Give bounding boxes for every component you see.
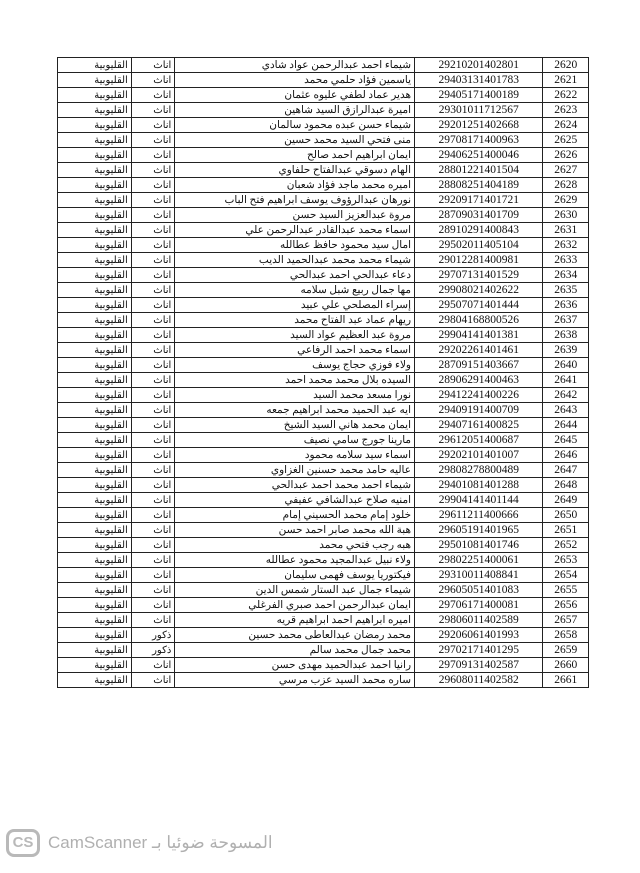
name-cell: شيماء حسن عبده محمود سالمان (175, 118, 415, 133)
national-id-cell: 29209171401721 (415, 193, 543, 208)
national-id-cell: 29401081401288 (415, 478, 543, 493)
table-row (58, 613, 589, 628)
serial-number-cell: 2624 (543, 118, 589, 133)
table-row (58, 133, 589, 148)
national-id-cell: 29210201402801 (415, 58, 543, 73)
name-cell: ياسمين فؤاد حلمي محمد (175, 73, 415, 88)
national-id-cell: 29706171400081 (415, 598, 543, 613)
serial-number-cell: 2658 (543, 628, 589, 643)
gender-cell: اناث (131, 163, 174, 178)
table-row (58, 388, 589, 403)
table-row (58, 253, 589, 268)
serial-number-cell: 2661 (543, 673, 589, 688)
table-row (58, 568, 589, 583)
gender-cell: اناث (131, 283, 174, 298)
national-id-cell: 29406251400046 (415, 148, 543, 163)
governorate-cell: القليوبية (58, 658, 132, 673)
table-row (58, 163, 589, 178)
governorate-cell: القليوبية (58, 58, 132, 73)
gender-cell: ذكور (131, 628, 174, 643)
serial-number-cell: 2641 (543, 373, 589, 388)
governorate-cell: القليوبية (58, 628, 132, 643)
gender-cell: اناث (131, 268, 174, 283)
name-cell: اميرة عبدالرازق السيد شاهين (175, 103, 415, 118)
gender-cell: اناث (131, 538, 174, 553)
camscanner-watermark (0, 825, 330, 865)
table-row (58, 193, 589, 208)
table-row (58, 598, 589, 613)
governorate-cell: القليوبية (58, 133, 132, 148)
gender-cell: اناث (131, 343, 174, 358)
serial-number-cell: 2640 (543, 358, 589, 373)
national-id-cell: 28808251404189 (415, 178, 543, 193)
table-row (58, 553, 589, 568)
national-id-cell: 29707131401529 (415, 268, 543, 283)
name-cell: رانيا احمد عبدالحميد مهدى حسن (175, 658, 415, 673)
gender-cell: اناث (131, 358, 174, 373)
table-row (58, 433, 589, 448)
gender-cell: اناث (131, 508, 174, 523)
serial-number-cell: 2660 (543, 658, 589, 673)
serial-number-cell: 2631 (543, 223, 589, 238)
table-row (58, 343, 589, 358)
table-row (58, 103, 589, 118)
table-row (58, 493, 589, 508)
serial-number-cell: 2649 (543, 493, 589, 508)
national-id-cell: 28709031401709 (415, 208, 543, 223)
gender-cell: اناث (131, 463, 174, 478)
serial-number-cell: 2630 (543, 208, 589, 223)
gender-cell: اناث (131, 253, 174, 268)
national-id-cell: 29904141401144 (415, 493, 543, 508)
name-cell: اسماء سيد سلامه محمود (175, 448, 415, 463)
table-row (58, 373, 589, 388)
gender-cell: اناث (131, 433, 174, 448)
governorate-cell: القليوبية (58, 163, 132, 178)
serial-number-cell: 2643 (543, 403, 589, 418)
gender-cell: اناث (131, 193, 174, 208)
governorate-cell: القليوبية (58, 388, 132, 403)
national-id-cell: 29507071401444 (415, 298, 543, 313)
serial-number-cell: 2632 (543, 238, 589, 253)
gender-cell: اناث (131, 328, 174, 343)
governorate-cell: القليوبية (58, 298, 132, 313)
table-row (58, 178, 589, 193)
table-row (58, 358, 589, 373)
gender-cell: اناث (131, 418, 174, 433)
name-cell: شيماء احمد محمد احمد عبدالحي (175, 478, 415, 493)
name-cell: هبة الله محمد صابر احمد حسن (175, 523, 415, 538)
serial-number-cell: 2652 (543, 538, 589, 553)
table-row (58, 148, 589, 163)
serial-number-cell: 2623 (543, 103, 589, 118)
gender-cell: اناث (131, 478, 174, 493)
table-row (58, 283, 589, 298)
governorate-cell: القليوبية (58, 403, 132, 418)
serial-number-cell: 2621 (543, 73, 589, 88)
name-cell: ايمان عبدالرحمن احمد صبري الفرغلي (175, 598, 415, 613)
national-id-cell: 29611211400666 (415, 508, 543, 523)
gender-cell: اناث (131, 88, 174, 103)
name-cell: ساره محمد السيد عزب مرسي (175, 673, 415, 688)
national-id-cell: 29412241400226 (415, 388, 543, 403)
name-cell: منى فتحي السيد محمد حسين (175, 133, 415, 148)
gender-cell: ذكور (131, 643, 174, 658)
gender-cell: اناث (131, 673, 174, 688)
name-cell: نورهان عبدالرؤوف يوسف ابراهيم فتح الباب (175, 193, 415, 208)
gender-cell: اناث (131, 553, 174, 568)
table-row (58, 403, 589, 418)
governorate-cell: القليوبية (58, 418, 132, 433)
serial-number-cell: 2659 (543, 643, 589, 658)
governorate-cell: القليوبية (58, 103, 132, 118)
gender-cell: اناث (131, 448, 174, 463)
governorate-cell: القليوبية (58, 193, 132, 208)
national-id-cell: 29708171400963 (415, 133, 543, 148)
table-row (58, 313, 589, 328)
name-cell: مارينا جورج سامي نصيف (175, 433, 415, 448)
table-row (58, 658, 589, 673)
governorate-cell: القليوبية (58, 178, 132, 193)
gender-cell: اناث (131, 658, 174, 673)
records-table-body (58, 58, 589, 688)
governorate-cell: القليوبية (58, 433, 132, 448)
table-row (58, 538, 589, 553)
table-row (58, 418, 589, 433)
national-id-cell: 29202261401461 (415, 343, 543, 358)
governorate-cell: القليوبية (58, 373, 132, 388)
gender-cell: اناث (131, 583, 174, 598)
gender-cell: اناث (131, 373, 174, 388)
national-id-cell: 29908021402622 (415, 283, 543, 298)
table-row (58, 268, 589, 283)
governorate-cell: القليوبية (58, 568, 132, 583)
gender-cell: اناث (131, 598, 174, 613)
national-id-cell: 29403131401783 (415, 73, 543, 88)
national-id-cell: 29709131402587 (415, 658, 543, 673)
name-cell: محمد رمضان عبدالعاطى محمد حسين (175, 628, 415, 643)
name-cell: ايه عبد الحميد محمد ابراهيم جمعه (175, 403, 415, 418)
name-cell: مها جمال ربيع شبل سلامه (175, 283, 415, 298)
governorate-cell: القليوبية (58, 268, 132, 283)
gender-cell: اناث (131, 388, 174, 403)
national-id-cell: 29407161400825 (415, 418, 543, 433)
national-id-cell: 29904141401381 (415, 328, 543, 343)
national-id-cell: 29206061401993 (415, 628, 543, 643)
national-id-cell: 29409191400709 (415, 403, 543, 418)
serial-number-cell: 2657 (543, 613, 589, 628)
serial-number-cell: 2620 (543, 58, 589, 73)
national-id-cell: 28709151403667 (415, 358, 543, 373)
name-cell: ريهام عماد عبد الفتاح محمد (175, 313, 415, 328)
governorate-cell: القليوبية (58, 313, 132, 328)
governorate-cell: القليوبية (58, 553, 132, 568)
gender-cell: اناث (131, 493, 174, 508)
serial-number-cell: 2628 (543, 178, 589, 193)
national-id-cell: 28910291400843 (415, 223, 543, 238)
serial-number-cell: 2638 (543, 328, 589, 343)
gender-cell: اناث (131, 118, 174, 133)
serial-number-cell: 2622 (543, 88, 589, 103)
serial-number-cell: 2627 (543, 163, 589, 178)
records-table (57, 57, 589, 688)
name-cell: هبه رجب فتحي محمد (175, 538, 415, 553)
table-row (58, 478, 589, 493)
national-id-cell: 29608011402582 (415, 673, 543, 688)
serial-number-cell: 2654 (543, 568, 589, 583)
gender-cell: اناث (131, 73, 174, 88)
gender-cell: اناث (131, 208, 174, 223)
name-cell: اميره ابراهيم احمد ابراهيم قريه (175, 613, 415, 628)
table-row (58, 58, 589, 73)
table-row (58, 328, 589, 343)
name-cell: اسماء محمد عبدالقادر عبدالرحمن علي (175, 223, 415, 238)
national-id-cell: 29804168800526 (415, 313, 543, 328)
national-id-cell: 29301011712567 (415, 103, 543, 118)
name-cell: اسماء محمد احمد الرفاعي (175, 343, 415, 358)
name-cell: الهام دسوقي عبدالفتاح حلفاوي (175, 163, 415, 178)
serial-number-cell: 2625 (543, 133, 589, 148)
gender-cell: اناث (131, 313, 174, 328)
name-cell: مروة عبدالعزيز السيد حسن (175, 208, 415, 223)
serial-number-cell: 2653 (543, 553, 589, 568)
governorate-cell: القليوبية (58, 493, 132, 508)
serial-number-cell: 2648 (543, 478, 589, 493)
name-cell: ايمان محمد هاني السيد الشيخ (175, 418, 415, 433)
name-cell: مروة عبد العظيم عواد السيد (175, 328, 415, 343)
serial-number-cell: 2655 (543, 583, 589, 598)
governorate-cell: القليوبية (58, 73, 132, 88)
name-cell: ايمان ابراهيم احمد صالح (175, 148, 415, 163)
serial-number-cell: 2637 (543, 313, 589, 328)
governorate-cell: القليوبية (58, 253, 132, 268)
name-cell: السيده بلال محمد محمد احمد (175, 373, 415, 388)
governorate-cell: القليوبية (58, 238, 132, 253)
serial-number-cell: 2644 (543, 418, 589, 433)
serial-number-cell: 2650 (543, 508, 589, 523)
table-row (58, 583, 589, 598)
national-id-cell: 29012281400981 (415, 253, 543, 268)
serial-number-cell: 2639 (543, 343, 589, 358)
name-cell: محمد جمال محمد سالم (175, 643, 415, 658)
serial-number-cell: 2626 (543, 148, 589, 163)
camscanner-watermark-text: CamScanner المسوحة ضوئيا بـ (48, 833, 273, 852)
governorate-cell: القليوبية (58, 223, 132, 238)
name-cell: شيماء احمد عبدالرحمن عواد شادي (175, 58, 415, 73)
name-cell: شيماء محمد محمد عبدالحميد الديب (175, 253, 415, 268)
serial-number-cell: 2636 (543, 298, 589, 313)
name-cell: فيكتوريا يوسف فهمى سليمان (175, 568, 415, 583)
name-cell: شيماء جمال عبد الستار شمس الدين (175, 583, 415, 598)
governorate-cell: القليوبية (58, 463, 132, 478)
name-cell: عاليه حامد محمد حسنين الغزاوي (175, 463, 415, 478)
governorate-cell: القليوبية (58, 478, 132, 493)
name-cell: اميره محمد ماجد فؤاد شعبان (175, 178, 415, 193)
table-row (58, 628, 589, 643)
name-cell: ولاء نبيل عبدالمجيد محمود عطالله (175, 553, 415, 568)
governorate-cell: القليوبية (58, 583, 132, 598)
table-row (58, 448, 589, 463)
national-id-cell: 29202101401007 (415, 448, 543, 463)
governorate-cell: القليوبية (58, 613, 132, 628)
serial-number-cell: 2656 (543, 598, 589, 613)
governorate-cell: القليوبية (58, 208, 132, 223)
table-row (58, 463, 589, 478)
governorate-cell: القليوبية (58, 148, 132, 163)
gender-cell: اناث (131, 298, 174, 313)
table-row (58, 208, 589, 223)
table-row (58, 238, 589, 253)
table-row (58, 223, 589, 238)
name-cell: امنيه صلاح عبدالشافي عفيفي (175, 493, 415, 508)
gender-cell: اناث (131, 613, 174, 628)
serial-number-cell: 2645 (543, 433, 589, 448)
national-id-cell: 28906291400463 (415, 373, 543, 388)
serial-number-cell: 2635 (543, 283, 589, 298)
table-row (58, 673, 589, 688)
governorate-cell: القليوبية (58, 343, 132, 358)
national-id-cell: 29806011402589 (415, 613, 543, 628)
name-cell: هدير عماد لطفي عليوه عثمان (175, 88, 415, 103)
governorate-cell: القليوبية (58, 358, 132, 373)
governorate-cell: القليوبية (58, 328, 132, 343)
table-row (58, 298, 589, 313)
serial-number-cell: 2629 (543, 193, 589, 208)
serial-number-cell: 2646 (543, 448, 589, 463)
serial-number-cell: 2651 (543, 523, 589, 538)
national-id-cell: 29605051401083 (415, 583, 543, 598)
governorate-cell: القليوبية (58, 643, 132, 658)
national-id-cell: 29501081401746 (415, 538, 543, 553)
serial-number-cell: 2634 (543, 268, 589, 283)
gender-cell: اناث (131, 178, 174, 193)
gender-cell: اناث (131, 238, 174, 253)
governorate-cell: القليوبية (58, 448, 132, 463)
name-cell: دعاء عبدالحي احمد عبدالحي (175, 268, 415, 283)
national-id-cell: 28801221401504 (415, 163, 543, 178)
table-row (58, 88, 589, 103)
gender-cell: اناث (131, 223, 174, 238)
serial-number-cell: 2633 (543, 253, 589, 268)
national-id-cell: 29605191401965 (415, 523, 543, 538)
table-row (58, 643, 589, 658)
governorate-cell: القليوبية (58, 508, 132, 523)
governorate-cell: القليوبية (58, 673, 132, 688)
governorate-cell: القليوبية (58, 523, 132, 538)
name-cell: ولاء فوزي حجاج يوسف (175, 358, 415, 373)
table-row (58, 523, 589, 538)
national-id-cell: 29802251400061 (415, 553, 543, 568)
camscanner-logo-icon: CS (6, 829, 40, 857)
table-row (58, 118, 589, 133)
name-cell: امال سيد محمود حافظ عطالله (175, 238, 415, 253)
governorate-cell: القليوبية (58, 118, 132, 133)
gender-cell: اناث (131, 403, 174, 418)
national-id-cell: 29310011408841 (415, 568, 543, 583)
gender-cell: اناث (131, 148, 174, 163)
governorate-cell: القليوبية (58, 88, 132, 103)
governorate-cell: القليوبية (58, 598, 132, 613)
national-id-cell: 29612051400687 (415, 433, 543, 448)
governorate-cell: القليوبية (58, 283, 132, 298)
name-cell: نورا مسعد محمد السيد (175, 388, 415, 403)
national-id-cell: 29405171400189 (415, 88, 543, 103)
table-row (58, 73, 589, 88)
name-cell: خلود إمام محمد الحسيني إمام (175, 508, 415, 523)
gender-cell: اناث (131, 133, 174, 148)
governorate-cell: القليوبية (58, 538, 132, 553)
serial-number-cell: 2647 (543, 463, 589, 478)
name-cell: إسراء المصلحي علي عبيد (175, 298, 415, 313)
national-id-cell: 29201251402668 (415, 118, 543, 133)
serial-number-cell: 2642 (543, 388, 589, 403)
gender-cell: اناث (131, 523, 174, 538)
national-id-cell: 29702171401295 (415, 643, 543, 658)
gender-cell: اناث (131, 568, 174, 583)
gender-cell: اناث (131, 58, 174, 73)
table-row (58, 508, 589, 523)
gender-cell: اناث (131, 103, 174, 118)
national-id-cell: 29808278800489 (415, 463, 543, 478)
national-id-cell: 29502011405104 (415, 238, 543, 253)
